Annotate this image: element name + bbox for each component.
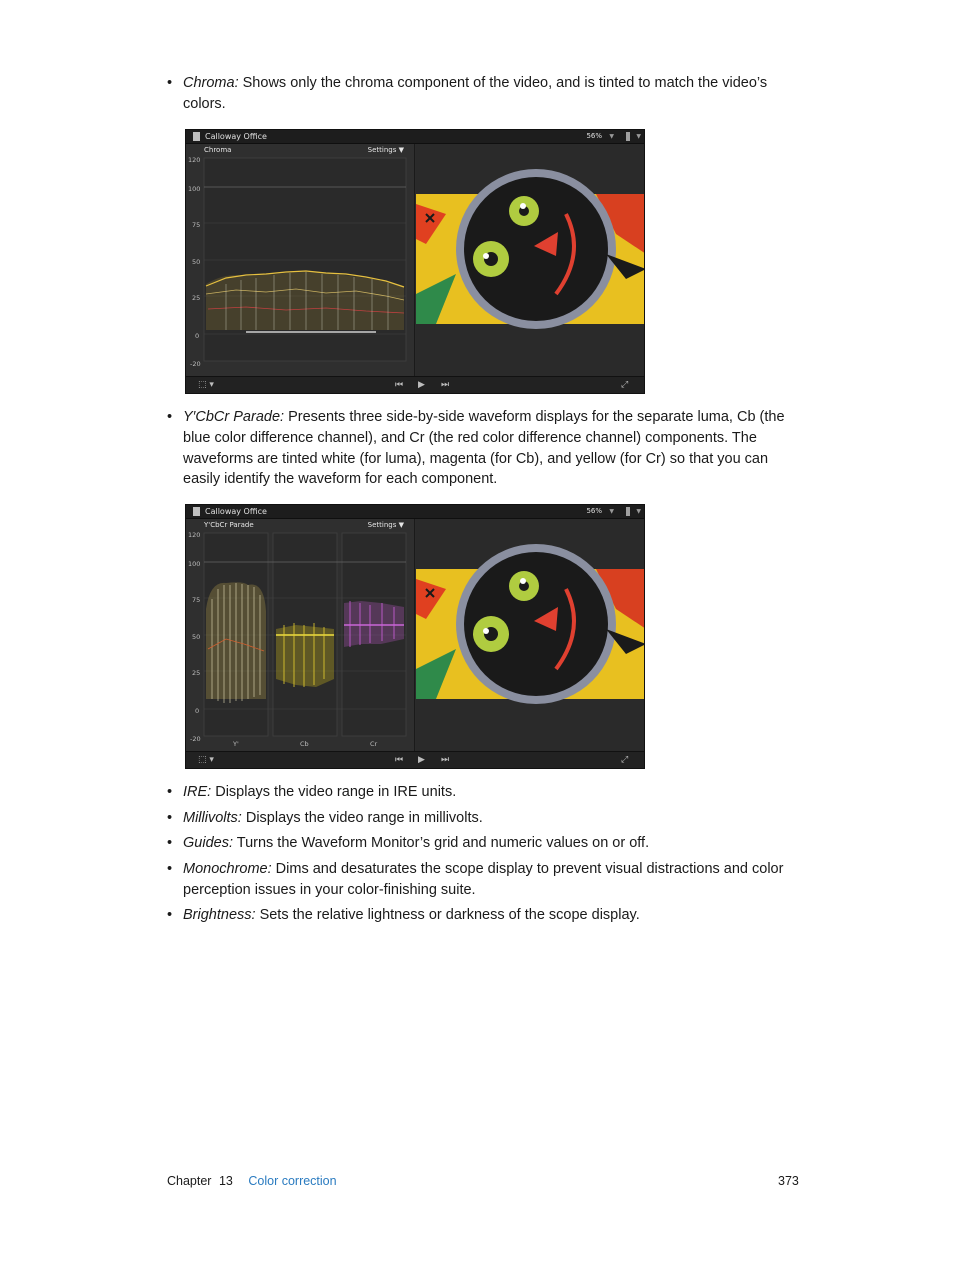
video-frame — [416, 144, 645, 379]
cb-trace — [276, 623, 334, 687]
scale-label: -20 — [190, 735, 201, 743]
viewer-title-bar — [186, 505, 644, 519]
bullet-marker: • — [167, 861, 173, 877]
bullet-marker: • — [167, 907, 173, 923]
scale-label: 100 — [188, 560, 201, 568]
waveform-scope — [186, 144, 415, 379]
chapter-label: Chapter — [167, 1174, 212, 1188]
view-chevron-down-icon[interactable]: ▼ — [636, 508, 641, 515]
page-number: 373 — [778, 1174, 799, 1188]
transform-icon[interactable]: ⬚ ▾ — [198, 755, 214, 765]
term: Guides: — [183, 835, 233, 851]
scale-label: -20 — [190, 360, 201, 368]
description: Sets the relative lightness or darkness of the scope display. — [255, 907, 640, 923]
bullet-item-millivolts — [167, 808, 797, 829]
scale-label: 120 — [188, 156, 201, 164]
play-icon[interactable]: ▶ — [418, 380, 425, 390]
settings-menu[interactable]: Settings ▼ — [367, 146, 404, 154]
video-frame — [416, 519, 645, 754]
scope-graph — [186, 519, 414, 754]
bullet-item-ire — [167, 782, 797, 803]
next-frame-icon[interactable]: ⏭ — [441, 755, 450, 765]
footer-chapter — [167, 1173, 337, 1189]
scope-mode-label: Chroma — [204, 146, 232, 154]
scale-label: 100 — [188, 185, 201, 193]
viewer-title-bar — [186, 130, 644, 144]
previous-frame-icon[interactable]: ⏮ — [395, 755, 404, 765]
zoom-chevron-down-icon[interactable]: ▼ — [609, 133, 614, 140]
next-frame-icon[interactable]: ⏭ — [441, 380, 450, 390]
bullet-item-brightness — [167, 905, 797, 926]
view-options-icon[interactable] — [626, 507, 630, 516]
bullet-marker: • — [167, 409, 173, 425]
fullscreen-icon[interactable]: ⤢ — [621, 755, 629, 765]
bullet-item-ycbcr-parade — [167, 407, 797, 490]
document-icon — [193, 132, 200, 141]
scale-label: 120 — [188, 531, 201, 539]
term: Brightness: — [183, 907, 256, 923]
description: Displays the video range in millivolts. — [241, 810, 483, 826]
parade-scope — [186, 519, 415, 754]
luma-trace — [206, 582, 266, 703]
bullet-marker: • — [167, 784, 173, 800]
project-name: Calloway Office — [205, 132, 267, 141]
scale-label: 75 — [192, 221, 201, 229]
viewer-ycbcr-parade — [185, 504, 645, 769]
bullet-marker: • — [167, 835, 173, 851]
bullet-marker: • — [167, 75, 173, 91]
bullet-marker: • — [167, 810, 173, 826]
description: Dims and desaturates the scope display to prevent visual distractions and color perception issues in your color-finishing suite. — [183, 861, 784, 898]
scale-label: 25 — [192, 294, 201, 302]
description: Shows only the chroma component of the video, and is tinted to match the video’s colors. — [183, 75, 768, 112]
chroma-trace — [206, 271, 404, 332]
chapter-number: 13 — [218, 1174, 233, 1188]
settings-menu[interactable]: Settings ▼ — [367, 521, 404, 529]
scale-label: 50 — [192, 633, 201, 641]
play-icon[interactable]: ▶ — [418, 755, 425, 765]
viewer-chroma — [185, 129, 645, 394]
video-image — [416, 144, 645, 379]
bullet-item-monochrome — [167, 859, 797, 901]
scale-label: 50 — [192, 258, 201, 266]
scale-label: 0 — [195, 707, 200, 715]
viewer-toolbar — [186, 751, 644, 768]
term: Monochrome: — [183, 861, 272, 877]
settings-label: Settings — [367, 146, 397, 154]
chapter-title-link[interactable]: Color correction — [248, 1174, 337, 1188]
bullet-item-guides — [167, 833, 797, 854]
zoom-level[interactable]: 56% — [586, 507, 602, 515]
column-label-luma: Y' — [233, 740, 239, 748]
video-image — [416, 519, 645, 754]
description: Presents three side-by-side waveform displays for the separate luma, Cb (the blue color difference channel), and Cr (the red color difference channel) components. The waveforms are tinted white (for luma), magenta (for Cb), and yellow (for Cr) so that you can easily identify the waveform for each component. — [183, 409, 785, 488]
scale-label: 25 — [192, 669, 201, 677]
zoom-level[interactable]: 56% — [586, 132, 602, 140]
zoom-chevron-down-icon[interactable]: ▼ — [609, 508, 614, 515]
scale-label: 75 — [192, 596, 201, 604]
column-label-cb: Cb — [300, 740, 309, 748]
fullscreen-icon[interactable]: ⤢ — [621, 380, 629, 390]
previous-frame-icon[interactable]: ⏮ — [395, 380, 404, 390]
description: Displays the video range in IRE units. — [211, 784, 457, 800]
scope-graph — [186, 144, 414, 379]
term: Chroma: — [183, 75, 239, 91]
scope-mode-label: Y'CbCr Parade — [204, 521, 254, 529]
transform-icon[interactable]: ⬚ ▾ — [198, 380, 214, 390]
viewer-toolbar — [186, 376, 644, 393]
scale-label: 0 — [195, 332, 200, 340]
term: Millivolts: — [183, 810, 242, 826]
view-chevron-down-icon[interactable]: ▼ — [636, 133, 641, 140]
project-name: Calloway Office — [205, 507, 267, 516]
cr-trace — [344, 601, 404, 647]
term: IRE: — [183, 784, 212, 800]
column-label-cr: Cr — [370, 740, 378, 748]
term: Y′CbCr Parade: — [183, 409, 285, 425]
bullet-item-chroma — [167, 73, 797, 115]
settings-label: Settings — [367, 521, 397, 529]
view-options-icon[interactable] — [626, 132, 630, 141]
description: Turns the Waveform Monitor’s grid and numeric values on or off. — [232, 835, 650, 851]
document-icon — [193, 507, 200, 516]
